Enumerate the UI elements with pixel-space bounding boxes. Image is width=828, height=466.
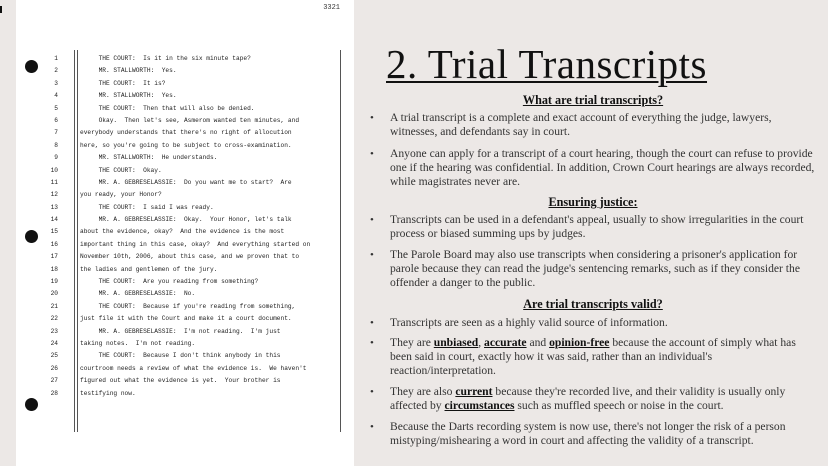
line-text: THE COURT: Because if you're reading from something, xyxy=(80,302,296,310)
transcript-line xyxy=(42,78,342,90)
bullet-icon: • xyxy=(370,214,374,226)
binder-hole-icon xyxy=(25,60,38,73)
line-text: the ladies and gentlemen of the jury. xyxy=(80,265,218,273)
transcript-line xyxy=(42,177,342,189)
keyword-accurate: accurate xyxy=(484,336,527,349)
bullet-text: They are also current because they're recorded live, and their validity is usually only affected by circumstances such as muffled speech or noise in the court. xyxy=(390,385,786,412)
transcript-line xyxy=(42,251,342,263)
line-number: 4 xyxy=(54,92,58,100)
transcript-line xyxy=(42,388,342,400)
transcript-line xyxy=(42,276,342,288)
bullet-text: Transcripts are seen as a highly valid source of information. xyxy=(390,316,668,329)
bullet-text: Anyone can apply for a transcript of a court hearing, though the court can refuse to provide one if the hearing was confidential. In addition, Crown Court hearings are always recorded, while magistrates never are. xyxy=(390,147,815,188)
transcript-line xyxy=(42,226,342,238)
keyword-current: current xyxy=(455,385,493,398)
line-text: about the evidence, okay? And the evidence is the most xyxy=(80,228,285,236)
transcript-line xyxy=(42,375,342,387)
bullet-icon: • xyxy=(370,337,374,349)
bullet-icon: • xyxy=(370,148,374,160)
line-number: 26 xyxy=(50,364,58,372)
line-text: THE COURT: Because I don't think anybody in this xyxy=(80,352,281,360)
line-number: 9 xyxy=(54,154,58,162)
bullet-icon: • xyxy=(370,421,374,433)
slide-title: 2. Trial Transcripts xyxy=(386,41,708,87)
transcript-page xyxy=(16,0,354,466)
transcript-lines xyxy=(42,53,342,400)
line-text: just file it with the Court and make it a court document. xyxy=(80,315,292,323)
binder-hole-icon xyxy=(25,398,38,411)
transcript-line xyxy=(42,239,342,251)
section-heading: Are trial transcripts valid? xyxy=(523,297,663,311)
line-text: THE COURT: Okay. xyxy=(80,166,162,174)
line-number: 19 xyxy=(50,278,58,286)
line-text: THE COURT: Are you reading from something? xyxy=(80,278,259,286)
line-text: MR. A. GEBRESELASSIE: I'm not reading. I'm just xyxy=(80,327,281,335)
line-number: 11 xyxy=(50,178,58,186)
line-text: THE COURT: Then that will also be denied. xyxy=(80,104,255,112)
bullet-icon: • xyxy=(370,386,374,398)
line-text: MR. A. GEBRESELASSIE: Do you want me to start? Are xyxy=(80,178,292,186)
line-text: THE COURT: Is it in the six minute tape? xyxy=(80,55,251,62)
bullet-text: They are unbiased, accurate and opinion-free because the account of simply what has been said in court, exactly how it was said, rather than an individual's reaction/interpretation. xyxy=(390,336,796,377)
line-number: 3 xyxy=(54,79,58,87)
line-number: 5 xyxy=(54,104,58,112)
section-heading: What are trial transcripts? xyxy=(522,93,664,107)
transcript-line xyxy=(42,140,342,152)
transcript-line xyxy=(42,301,342,313)
section-heading: Ensuring justice: xyxy=(548,195,638,209)
transcript-page-number: 3321 xyxy=(323,4,340,12)
transcript-line xyxy=(42,326,342,338)
keyword-unbiased: unbiased xyxy=(433,336,479,349)
line-number: 8 xyxy=(54,141,58,149)
line-text: THE COURT: I said I was ready. xyxy=(80,203,214,211)
line-number: 12 xyxy=(50,191,58,199)
transcript-line xyxy=(42,65,342,77)
line-text: everybody understands that there's no right of allocution xyxy=(80,129,292,137)
line-text: important thing in this case, okay? And everything started on xyxy=(80,240,311,248)
line-text: here, so you're going to be subject to cross-examination. xyxy=(80,141,292,149)
transcript-line xyxy=(42,363,342,375)
transcript-line xyxy=(42,90,342,102)
line-number: 14 xyxy=(50,216,58,224)
transcript-line xyxy=(42,202,342,214)
line-text: MR. STALLWORTH: Yes. xyxy=(80,92,177,100)
line-number: 23 xyxy=(50,327,58,335)
transcript-line xyxy=(42,103,342,115)
line-number: 25 xyxy=(50,352,58,360)
line-text: MR. STALLWORTH: Yes. xyxy=(80,67,177,75)
line-text: testifying now. xyxy=(80,389,136,397)
line-text: MR. A. GEBRESELASSIE: No. xyxy=(80,290,196,298)
transcript-line xyxy=(42,189,342,201)
line-number: 24 xyxy=(50,339,58,347)
transcript-line xyxy=(42,264,342,276)
line-number: 21 xyxy=(50,302,58,310)
transcript-line xyxy=(42,214,342,226)
transcript-line xyxy=(42,338,342,350)
line-text: THE COURT: It is? xyxy=(80,79,166,87)
line-text: Okay. Then let's see, Asmerom wanted ten minutes, and xyxy=(80,116,300,124)
transcript-line xyxy=(42,288,342,300)
line-text: courtroom needs a review of what the evidence is. We haven't xyxy=(80,364,307,372)
bullet-icon: • xyxy=(370,317,374,329)
line-text: taking notes. I'm not reading. xyxy=(80,339,196,347)
transcript-line xyxy=(42,115,342,127)
transcript-line xyxy=(42,53,342,65)
line-number: 27 xyxy=(50,377,58,385)
transcript-line xyxy=(42,350,342,362)
line-number: 18 xyxy=(50,265,58,273)
line-number: 17 xyxy=(50,253,58,261)
line-number: 28 xyxy=(50,389,58,397)
corner-mark xyxy=(0,6,2,13)
transcript-line xyxy=(42,165,342,177)
line-text: November 10th, 2006, about this case, and we proven that to xyxy=(80,253,300,261)
line-text: you ready, your Honor? xyxy=(80,191,162,199)
line-number: 20 xyxy=(50,290,58,298)
line-text: figured out what the evidence is yet. Your brother is xyxy=(80,377,281,385)
keyword-opinion-free: opinion-free xyxy=(549,336,610,349)
transcript-line xyxy=(42,152,342,164)
line-number: 15 xyxy=(50,228,58,236)
line-number: 16 xyxy=(50,240,58,248)
bullet-text: Because the Darts recording system is now use, there's not longer the risk of a person mistyping/mishearing a word in court and affecting the validity of a transcript. xyxy=(390,420,786,447)
keyword-circumstances: circumstances xyxy=(444,399,515,412)
line-number: 10 xyxy=(50,166,58,174)
transcript-line xyxy=(42,127,342,139)
line-text: MR. STALLWORTH: He understands. xyxy=(80,154,218,162)
line-number: 2 xyxy=(54,67,58,75)
bullet-text: Transcripts can be used in a defendant's appeal, usually to show irregularities in the court process or biased summing ups by judges. xyxy=(390,213,804,240)
line-number: 13 xyxy=(50,203,58,211)
line-text: MR. A. GEBRESELASSIE: Okay. Your Honor, let's talk xyxy=(80,216,292,224)
line-number: 6 xyxy=(54,116,58,124)
bullet-text: A trial transcript is a complete and exact account of everything the judge, lawyers, witnesses, and defendants say in court. xyxy=(390,111,772,138)
line-number: 1 xyxy=(54,55,58,62)
binder-hole-icon xyxy=(25,230,38,243)
bullet-text: The Parole Board may also use transcripts when considering a prisoner's application for parole because they can read the judge's sentencing remarks, such as if they consider the offender a danger to the public. xyxy=(390,248,800,289)
line-number: 7 xyxy=(54,129,58,137)
line-number: 22 xyxy=(50,315,58,323)
transcript-line xyxy=(42,313,342,325)
bullet-icon: • xyxy=(370,249,374,261)
bullet-icon: • xyxy=(370,112,374,124)
